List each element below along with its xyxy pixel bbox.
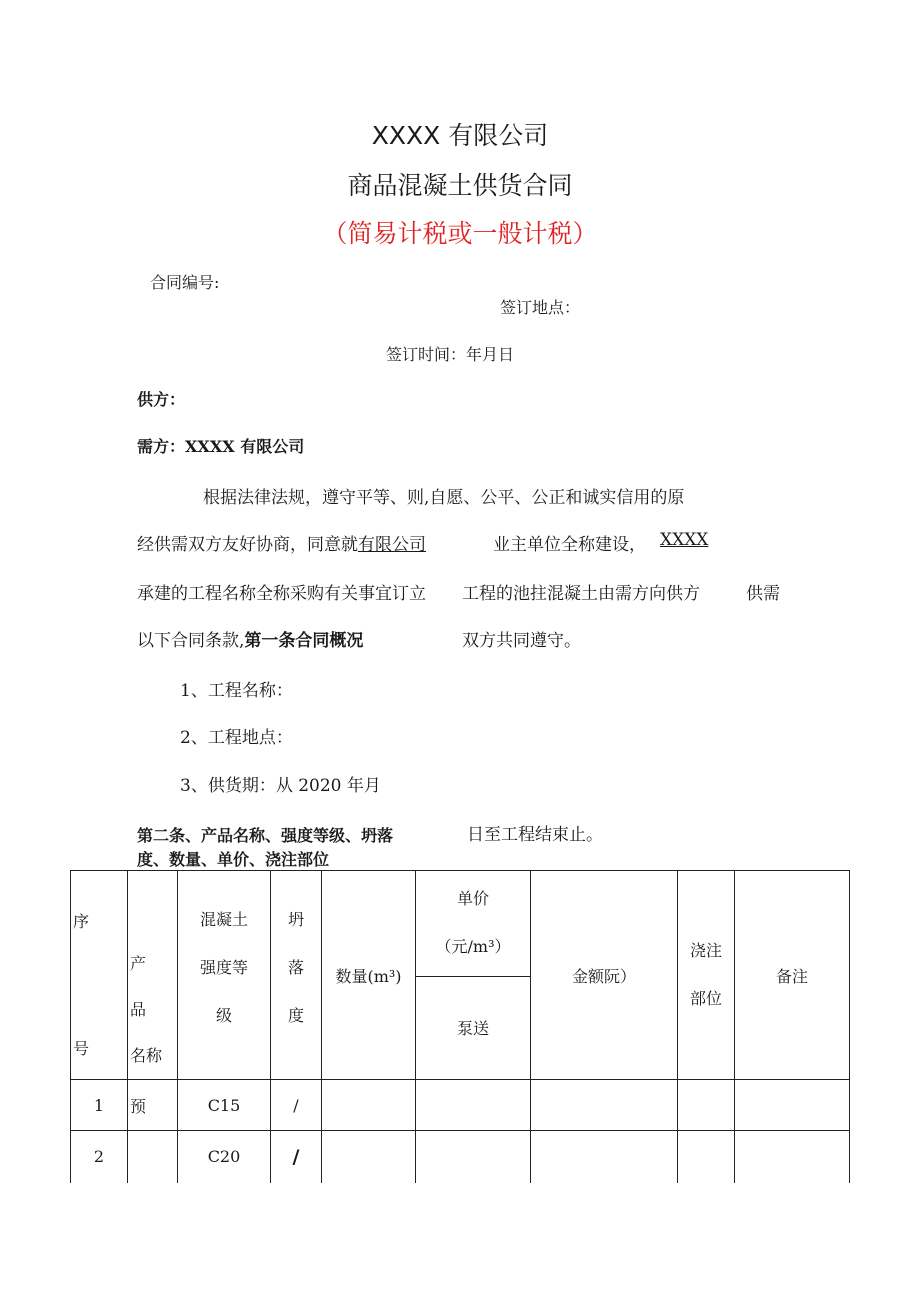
item-project-location: 2、工程地点： [180,728,293,748]
row-unit-price [416,1080,531,1131]
header-unit-price-2: （元/m³） [435,937,511,957]
row-unit-price [416,1131,531,1183]
row-grade: C20 [178,1131,271,1183]
paragraph-line-2 [137,530,426,555]
row-grade: C15 [178,1080,271,1131]
row-seq: 1 [71,1080,128,1131]
row-seq: 2 [71,1131,128,1183]
table-row [71,1131,850,1183]
header-pour-location [678,871,735,1080]
row-pour-location [678,1131,735,1183]
paragraph-line-3-a: 承建的工程名称全称采购有关事宜订立 [137,584,426,604]
contract-number-label: 合同编号: [150,273,220,292]
header-slump-2: 落 [287,958,304,977]
header-unit-price-1: 单价 [456,889,489,909]
header-grade-2: 强度等 [199,958,248,977]
row-remarks [735,1080,850,1131]
header-product [128,871,178,1080]
header-slump [271,871,322,1080]
sign-place-label: 签订地点： [500,298,581,317]
header-grade [178,871,271,1080]
row-pour-location [678,1080,735,1131]
header-seq [71,871,128,1080]
row-remarks [735,1131,850,1183]
header-product-1: 产 品 [130,954,163,1019]
paragraph-line-3-c: 供需 [746,584,780,604]
paragraph-line-2-xxxx: XXXX [660,530,709,550]
product-table [70,870,850,1183]
row-quantity [322,1131,416,1183]
header-amount: 金额阮） [531,871,678,1080]
paragraph-line-3-b: 工程的池拄混凝土由需方向供方 [462,584,700,604]
article-2-heading-line-2: 度、数量、单价、浇注部位 [137,850,330,869]
paragraph-line-1: 根据法律法规，遵守平等、则,自愿、公平、公正和诚实信用的原 [203,488,685,508]
company-name: XXXX 有限公司 [371,121,549,150]
header-pour-2: 部位 [689,989,722,1008]
buyer-label: 需方：XXXX 有限公司 [137,437,305,456]
paragraph-line-2-c: 业主单位全称建设， [493,535,646,555]
paragraph-line-2-company: 有限公司 [358,535,426,555]
item-supply-period: 3、供货期：从 2020 年月 [180,776,381,796]
row-quantity [322,1080,416,1131]
header-unit-price [416,871,531,977]
header-remarks: 备注 [735,871,850,1080]
header-pour-1: 浇注 [689,941,722,960]
row-slump: / [271,1131,322,1183]
row-amount [531,1080,678,1131]
header-slump-1: 坍 [287,910,304,929]
paragraph-line-4-a: 以下合同条款, [137,631,245,651]
paragraph-line-2-a: 经供需双方友好协商，同意就 [137,535,358,555]
header-grade-3: 级 [215,1006,232,1025]
header-seq-2: 号 [73,1039,90,1058]
item-project-name: 1、工程名称： [180,681,293,701]
paragraph-line-4 [137,626,363,651]
row-product [128,1131,178,1183]
header-slump-3: 度 [287,1006,304,1025]
row-product: 预 [128,1080,178,1131]
row-slump: / [271,1080,322,1131]
supplier-label: 供方： [137,390,186,409]
article-2-heading-line-1: 第二条、产品名称、强度等级、坍落 [137,826,394,845]
supply-period-end: 日至工程结束止。 [467,825,603,845]
header-product-2: 名称 [130,1046,163,1065]
sign-time-label: 签订时间：年月日 [386,345,515,364]
row-amount [531,1131,678,1183]
article-1-heading: 第一条合同概况 [244,631,364,651]
contract-subtitle: （简易计税或一般计税） [322,219,598,248]
paragraph-line-4-c: 双方共同遵守。 [462,631,581,651]
header-quantity: 数量(m³) [322,871,416,1080]
header-seq-1: 序 [73,912,90,931]
header-pumped: 泵送 [416,976,531,1079]
contract-title: 商品混凝土供货合同 [347,171,573,200]
table-row [71,1080,850,1131]
header-grade-1: 混凝土 [199,910,248,929]
